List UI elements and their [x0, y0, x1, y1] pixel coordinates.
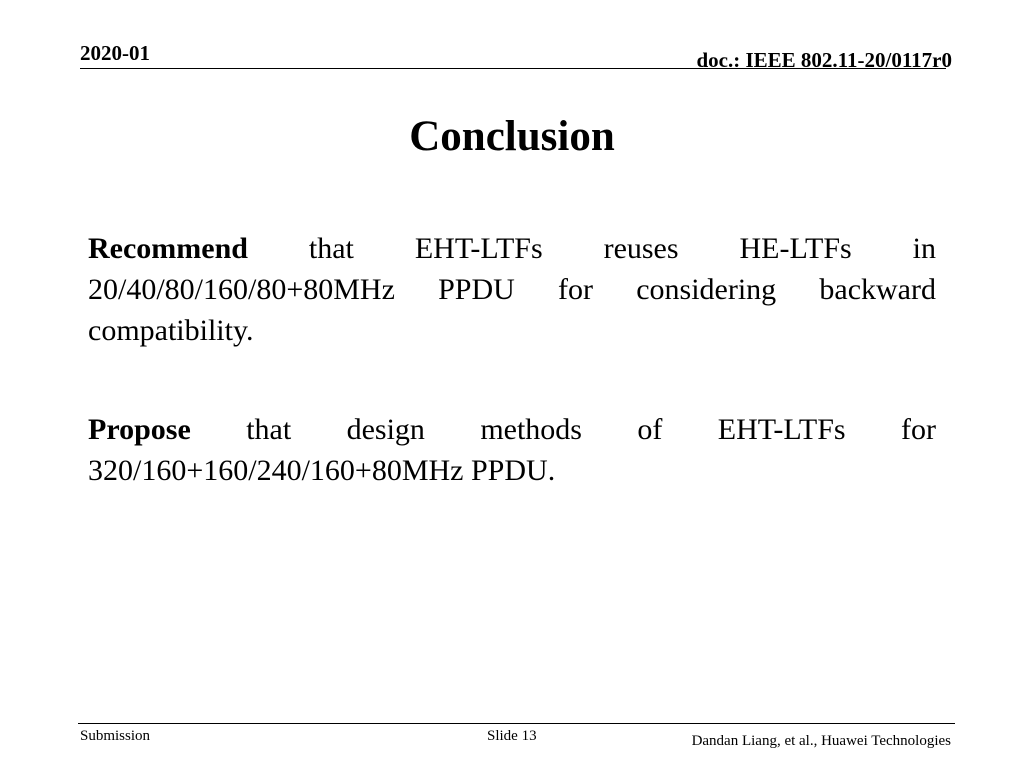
header-divider	[80, 68, 946, 69]
footer-slide-number: Slide 13	[487, 728, 537, 744]
header-date: 2020-01	[80, 41, 150, 65]
footer-divider	[78, 723, 955, 724]
paragraph-recommend	[88, 228, 936, 351]
footer-submission: Submission	[80, 728, 151, 744]
slide-title: Conclusion	[409, 113, 615, 160]
paragraph-text: that EHT-LTFs reuses HE-LTFs in 20/40/80/160/80+80MHz PPDU for considering backward compatibility.	[88, 232, 936, 347]
paragraph-lead: Propose	[88, 413, 191, 446]
footer-authors: Dandan Liang, et al., Huawei Technologies	[691, 733, 951, 749]
paragraph-lead: Recommend	[88, 232, 248, 265]
paragraph-text: that design methods of EHT-LTFs for 320/160+160/240/160+80MHz PPDU.	[88, 413, 936, 487]
header-doc-id: doc.: IEEE 802.11-20/0117r0	[696, 48, 952, 72]
paragraph-propose	[88, 409, 936, 491]
